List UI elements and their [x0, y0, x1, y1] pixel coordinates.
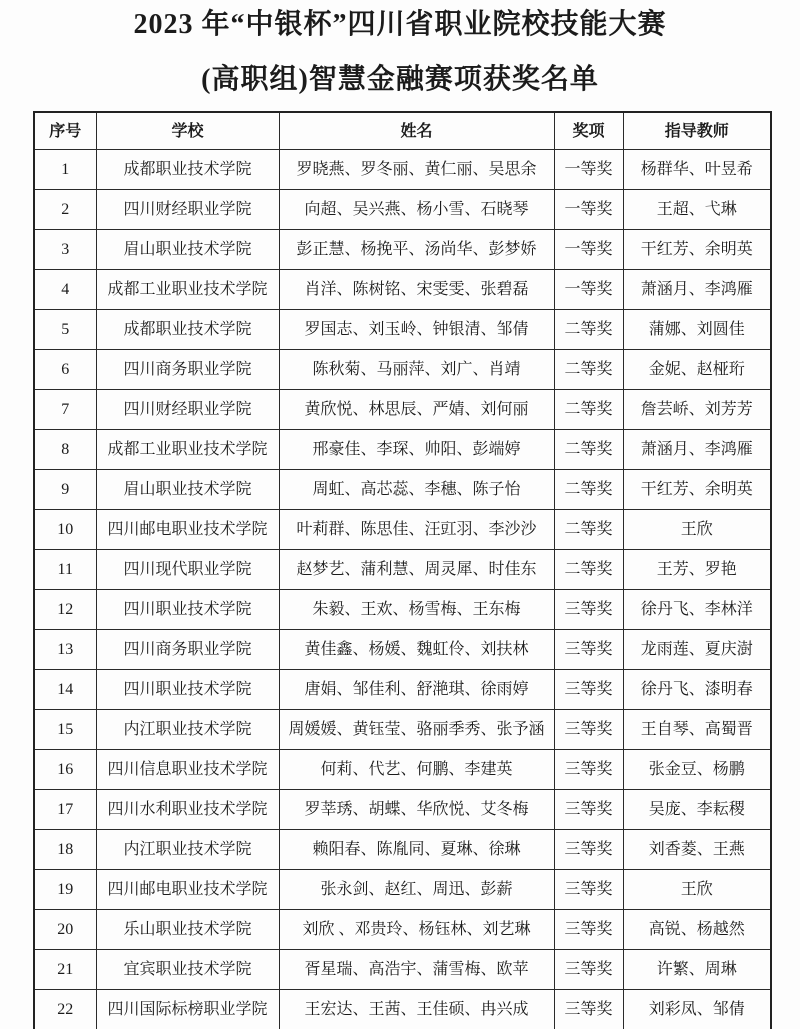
header-no: 序号 [34, 112, 96, 150]
cell-names: 邢豪佳、李琛、帅阳、彭端婷 [279, 430, 554, 470]
cell-names: 周媛媛、黄钰莹、骆丽季秀、张予涵 [279, 710, 554, 750]
cell-no: 12 [34, 590, 96, 630]
table-row [34, 790, 771, 830]
cell-no: 2 [34, 190, 96, 230]
cell-school: 成都职业技术学院 [96, 310, 279, 350]
cell-school: 成都职业技术学院 [96, 150, 279, 190]
cell-school: 四川邮电职业技术学院 [96, 510, 279, 550]
table-row [34, 710, 771, 750]
cell-no: 1 [34, 150, 96, 190]
cell-names: 张永剑、赵红、周迅、彭薪 [279, 870, 554, 910]
cell-names: 何莉、代艺、何鹏、李建英 [279, 750, 554, 790]
cell-award: 一等奖 [554, 190, 623, 230]
table-row [34, 630, 771, 670]
cell-teachers: 龙雨莲、夏庆澍 [623, 630, 771, 670]
cell-teachers: 萧涵月、李鸿雁 [623, 430, 771, 470]
cell-school: 四川水利职业技术学院 [96, 790, 279, 830]
cell-award: 一等奖 [554, 230, 623, 270]
cell-award: 二等奖 [554, 350, 623, 390]
cell-names: 唐娟、邹佳利、舒滟琪、徐雨婷 [279, 670, 554, 710]
cell-names: 朱毅、王欢、杨雪梅、王东梅 [279, 590, 554, 630]
cell-school: 四川职业技术学院 [96, 670, 279, 710]
cell-teachers: 刘香菱、王燕 [623, 830, 771, 870]
cell-award: 二等奖 [554, 390, 623, 430]
cell-award: 三等奖 [554, 630, 623, 670]
cell-no: 21 [34, 950, 96, 990]
cell-award: 三等奖 [554, 950, 623, 990]
cell-no: 3 [34, 230, 96, 270]
cell-names: 陈秋菊、马丽萍、刘广、肖靖 [279, 350, 554, 390]
cell-school: 成都工业职业技术学院 [96, 430, 279, 470]
table-row [34, 870, 771, 910]
cell-names: 赖阳春、陈胤同、夏琳、徐琳 [279, 830, 554, 870]
table-row [34, 430, 771, 470]
cell-school: 宜宾职业技术学院 [96, 950, 279, 990]
cell-award: 三等奖 [554, 870, 623, 910]
cell-names: 刘欣 、邓贵玲、杨钰林、刘艺琳 [279, 910, 554, 950]
cell-names: 叶莉群、陈思佳、汪豇羽、李沙沙 [279, 510, 554, 550]
table-row [34, 190, 771, 230]
table-row [34, 390, 771, 430]
table-row [34, 150, 771, 190]
header-award: 奖项 [554, 112, 623, 150]
cell-names: 黄佳鑫、杨媛、魏虹伶、刘扶林 [279, 630, 554, 670]
cell-school: 四川财经职业学院 [96, 190, 279, 230]
table-row [34, 510, 771, 550]
cell-school: 四川商务职业学院 [96, 630, 279, 670]
cell-no: 22 [34, 990, 96, 1029]
cell-names: 赵梦艺、蒲利慧、周灵犀、时佳东 [279, 550, 554, 590]
document-title-line1: 2023 年“中银杯”四川省职业院校技能大赛 [133, 9, 667, 40]
table-row [34, 470, 771, 510]
cell-teachers: 金妮、赵桠珩 [623, 350, 771, 390]
document-title-line2: (高职组)智慧金融赛项获奖名单 [201, 64, 599, 95]
table-row [34, 950, 771, 990]
cell-school: 成都工业职业技术学院 [96, 270, 279, 310]
cell-school: 眉山职业技术学院 [96, 470, 279, 510]
header-teachers: 指导教师 [623, 112, 771, 150]
cell-names: 向超、吴兴燕、杨小雪、石晓琴 [279, 190, 554, 230]
table-row [34, 990, 771, 1029]
cell-no: 20 [34, 910, 96, 950]
cell-teachers: 高锐、杨越然 [623, 910, 771, 950]
cell-school: 四川邮电职业技术学院 [96, 870, 279, 910]
cell-names: 周虹、高芯蕊、李穗、陈子怡 [279, 470, 554, 510]
table-row [34, 910, 771, 950]
cell-teachers: 刘彩凤、邹倩 [623, 990, 771, 1029]
table-row [34, 590, 771, 630]
award-table [33, 111, 772, 1029]
cell-no: 10 [34, 510, 96, 550]
cell-teachers: 张金豆、杨鹏 [623, 750, 771, 790]
table-row [34, 550, 771, 590]
cell-school: 四川国际标榜职业学院 [96, 990, 279, 1029]
cell-no: 14 [34, 670, 96, 710]
cell-teachers: 王欣 [623, 510, 771, 550]
cell-award: 三等奖 [554, 750, 623, 790]
cell-teachers: 干红芳、余明英 [623, 230, 771, 270]
cell-teachers: 王超、弋琳 [623, 190, 771, 230]
cell-teachers: 萧涵月、李鸿雁 [623, 270, 771, 310]
cell-teachers: 徐丹飞、漆明春 [623, 670, 771, 710]
table-row [34, 270, 771, 310]
cell-names: 胥星瑞、高浩宇、蒲雪梅、欧苹 [279, 950, 554, 990]
cell-school: 内江职业技术学院 [96, 710, 279, 750]
cell-teachers: 詹芸峤、刘芳芳 [623, 390, 771, 430]
cell-school: 四川信息职业技术学院 [96, 750, 279, 790]
cell-names: 黄欣悦、林思辰、严婧、刘何丽 [279, 390, 554, 430]
cell-school: 乐山职业技术学院 [96, 910, 279, 950]
cell-award: 三等奖 [554, 830, 623, 870]
cell-teachers: 王芳、罗艳 [623, 550, 771, 590]
cell-no: 18 [34, 830, 96, 870]
cell-no: 13 [34, 630, 96, 670]
cell-award: 二等奖 [554, 550, 623, 590]
cell-names: 罗国志、刘玉岭、钟银清、邹倩 [279, 310, 554, 350]
cell-names: 王宏达、王茜、王佳硕、冉兴成 [279, 990, 554, 1029]
table-row [34, 750, 771, 790]
cell-award: 二等奖 [554, 510, 623, 550]
header-names: 姓名 [279, 112, 554, 150]
cell-no: 6 [34, 350, 96, 390]
cell-award: 一等奖 [554, 150, 623, 190]
cell-no: 11 [34, 550, 96, 590]
cell-school: 眉山职业技术学院 [96, 230, 279, 270]
cell-school: 四川现代职业学院 [96, 550, 279, 590]
cell-award: 二等奖 [554, 430, 623, 470]
table-row [34, 830, 771, 870]
cell-award: 三等奖 [554, 670, 623, 710]
cell-no: 7 [34, 390, 96, 430]
cell-award: 二等奖 [554, 470, 623, 510]
cell-school: 四川职业技术学院 [96, 590, 279, 630]
cell-names: 罗晓燕、罗冬丽、黄仁丽、吴思余 [279, 150, 554, 190]
cell-award: 一等奖 [554, 270, 623, 310]
cell-teachers: 徐丹飞、李林洋 [623, 590, 771, 630]
cell-award: 三等奖 [554, 790, 623, 830]
cell-no: 19 [34, 870, 96, 910]
cell-school: 四川商务职业学院 [96, 350, 279, 390]
table-row [34, 310, 771, 350]
cell-no: 15 [34, 710, 96, 750]
header-school: 学校 [96, 112, 279, 150]
document-title-block [38, 0, 762, 97]
cell-names: 罗莘琇、胡蝶、华欣悦、艾冬梅 [279, 790, 554, 830]
table-row [34, 350, 771, 390]
table-header-row [34, 112, 771, 150]
cell-teachers: 许繁、周琳 [623, 950, 771, 990]
cell-teachers: 王欣 [623, 870, 771, 910]
cell-teachers: 蒲娜、刘圆佳 [623, 310, 771, 350]
cell-award: 二等奖 [554, 310, 623, 350]
table-body [34, 150, 771, 1029]
cell-teachers: 杨群华、叶昱希 [623, 150, 771, 190]
cell-names: 肖洋、陈树铭、宋雯雯、张碧磊 [279, 270, 554, 310]
cell-no: 5 [34, 310, 96, 350]
cell-no: 16 [34, 750, 96, 790]
cell-teachers: 吴庞、李耘稷 [623, 790, 771, 830]
cell-award: 三等奖 [554, 710, 623, 750]
cell-award: 三等奖 [554, 590, 623, 630]
cell-no: 8 [34, 430, 96, 470]
cell-award: 三等奖 [554, 910, 623, 950]
cell-school: 四川财经职业学院 [96, 390, 279, 430]
cell-no: 17 [34, 790, 96, 830]
cell-no: 4 [34, 270, 96, 310]
cell-teachers: 干红芳、余明英 [623, 470, 771, 510]
cell-teachers: 王自琴、高蜀晋 [623, 710, 771, 750]
cell-award: 三等奖 [554, 990, 623, 1029]
cell-names: 彭正慧、杨挽平、汤尚华、彭梦娇 [279, 230, 554, 270]
table-row [34, 230, 771, 270]
cell-no: 9 [34, 470, 96, 510]
cell-school: 内江职业技术学院 [96, 830, 279, 870]
table-row [34, 670, 771, 710]
